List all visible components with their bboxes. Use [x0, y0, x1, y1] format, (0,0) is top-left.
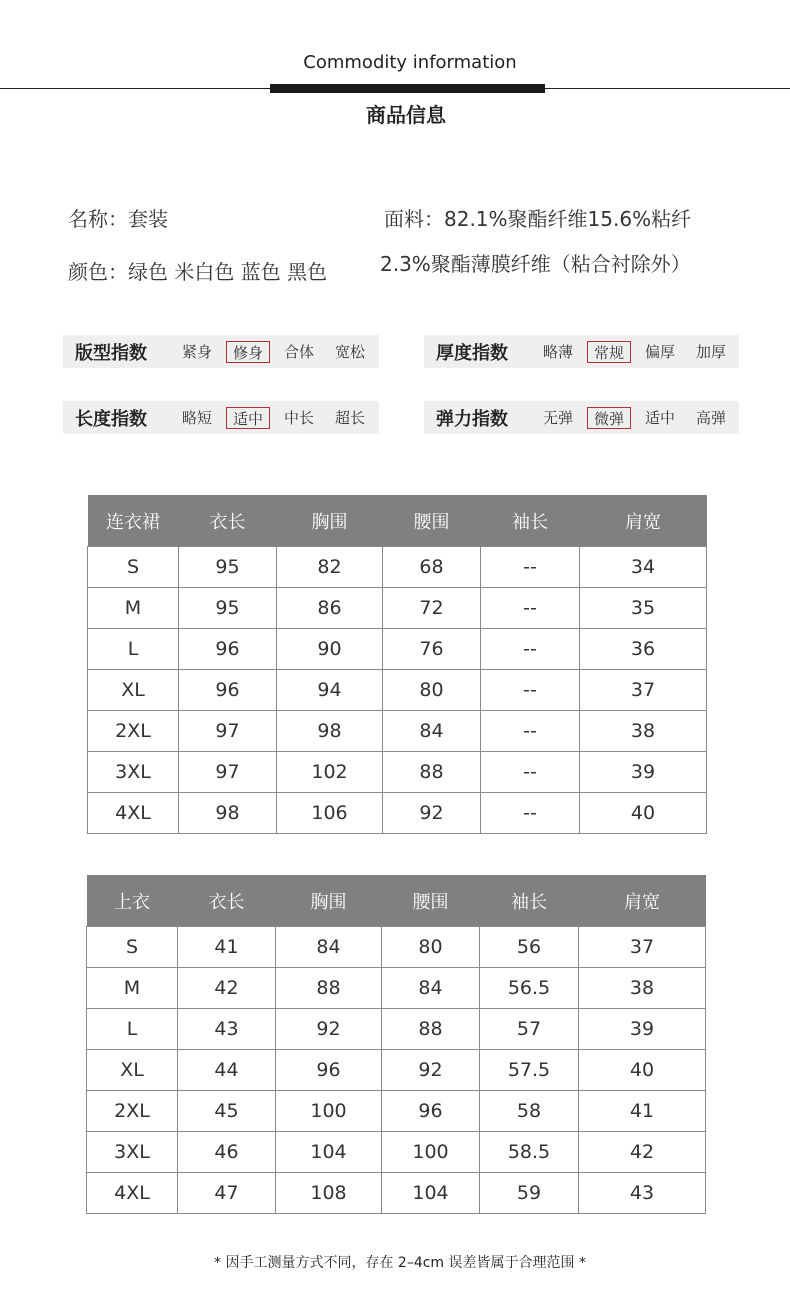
measure-cell: 39: [580, 752, 707, 793]
table-row: [88, 588, 707, 629]
size-cell: 2XL: [88, 711, 179, 752]
product-colors: 颜色：绿色 米白色 蓝色 黑色: [68, 260, 328, 284]
measure-cell: 39: [579, 1009, 706, 1050]
measure-cell: 88: [382, 1009, 480, 1050]
index-option: 略薄: [543, 343, 574, 361]
size-cell: 3XL: [87, 1132, 178, 1173]
measure-cell: 38: [580, 711, 707, 752]
measure-cell: 37: [579, 927, 706, 968]
header-cell: 胸围: [277, 495, 383, 547]
index-option: 紧身: [182, 343, 213, 361]
index-title: 长度指数: [75, 408, 147, 430]
index-option: 偏厚: [645, 343, 676, 361]
table-row: [87, 1132, 706, 1173]
measure-cell: 100: [276, 1091, 382, 1132]
table-header-row: [88, 495, 707, 547]
size-cell: 2XL: [87, 1091, 178, 1132]
measure-cell: 96: [276, 1050, 382, 1091]
measure-cell: 57: [480, 1009, 579, 1050]
index-option: 超长: [335, 409, 366, 427]
measure-cell: 95: [179, 588, 277, 629]
measure-cell: 100: [382, 1132, 480, 1173]
measure-cell: 40: [579, 1050, 706, 1091]
index-option-selected: 微弹: [587, 407, 631, 429]
table-row: [87, 1050, 706, 1091]
measure-cell: 92: [383, 793, 481, 834]
index-option-selected: 适中: [226, 407, 270, 429]
top-size-table: [86, 875, 706, 1214]
measure-cell: 43: [178, 1009, 276, 1050]
size-cell: L: [88, 629, 179, 670]
table-row: [88, 752, 707, 793]
index-option: 合体: [284, 343, 315, 361]
header-cell: 连衣裙: [88, 495, 179, 547]
header-accent-bar: [270, 84, 545, 93]
measure-cell: 44: [178, 1050, 276, 1091]
measure-cell: 42: [579, 1132, 706, 1173]
measure-cell: --: [481, 588, 580, 629]
header-cell: 肩宽: [580, 495, 707, 547]
index-thickness: [424, 335, 739, 368]
size-cell: L: [87, 1009, 178, 1050]
header-cell: 腰围: [382, 875, 480, 927]
table-row: [88, 711, 707, 752]
measure-cell: 37: [580, 670, 707, 711]
measure-cell: 97: [179, 711, 277, 752]
index-option: 略短: [182, 409, 213, 427]
index-option-selected: 修身: [226, 341, 270, 363]
measure-cell: 72: [383, 588, 481, 629]
fabric-line-2: 2.3%聚酯薄膜纤维（粘合衬除外）: [380, 252, 691, 276]
measure-cell: --: [481, 670, 580, 711]
header-cell: 衣长: [179, 495, 277, 547]
index-elasticity: [424, 401, 739, 434]
table-row: [87, 1173, 706, 1214]
measure-cell: 98: [179, 793, 277, 834]
index-option: 宽松: [335, 343, 366, 361]
header-cell: 袖长: [481, 495, 580, 547]
measure-cell: 76: [383, 629, 481, 670]
table-row: [88, 793, 707, 834]
measure-cell: 102: [277, 752, 383, 793]
measure-cell: 46: [178, 1132, 276, 1173]
measure-cell: 96: [382, 1091, 480, 1132]
index-option: 高弹: [696, 409, 727, 427]
header-cell: 肩宽: [579, 875, 706, 927]
measure-cell: 92: [382, 1050, 480, 1091]
measure-cell: 47: [178, 1173, 276, 1214]
measure-cell: 80: [382, 927, 480, 968]
table-row: [87, 968, 706, 1009]
measure-cell: 94: [277, 670, 383, 711]
measure-cell: 40: [580, 793, 707, 834]
measure-cell: 97: [179, 752, 277, 793]
index-option-selected: 常规: [587, 341, 631, 363]
table-row: [88, 629, 707, 670]
measure-cell: 34: [580, 547, 707, 588]
measure-cell: 41: [178, 927, 276, 968]
fabric-line-1: 面料：82.1%聚酯纤维15.6%粘纤: [384, 207, 692, 231]
size-cell: M: [88, 588, 179, 629]
measure-cell: 57.5: [480, 1050, 579, 1091]
table-row: [87, 1009, 706, 1050]
measure-cell: 68: [383, 547, 481, 588]
size-cell: XL: [87, 1050, 178, 1091]
product-name: 名称：套装: [68, 207, 168, 231]
measure-cell: 90: [277, 629, 383, 670]
size-cell: S: [87, 927, 178, 968]
measure-cell: 96: [179, 670, 277, 711]
measure-cell: 106: [277, 793, 383, 834]
index-fit: [63, 335, 379, 368]
table-row: [87, 1091, 706, 1132]
table-header-row: [87, 875, 706, 927]
size-cell: 4XL: [88, 793, 179, 834]
measure-cell: 84: [276, 927, 382, 968]
measure-cell: 95: [179, 547, 277, 588]
header-cell: 胸围: [276, 875, 382, 927]
index-title: 弹力指数: [436, 408, 508, 430]
size-cell: 3XL: [88, 752, 179, 793]
section-title-en: Commodity information: [303, 52, 517, 73]
size-cell: M: [87, 968, 178, 1009]
index-title: 厚度指数: [436, 342, 508, 364]
measure-cell: 58: [480, 1091, 579, 1132]
measure-cell: --: [481, 793, 580, 834]
section-title-cn: 商品信息: [366, 103, 446, 127]
measure-cell: 82: [277, 547, 383, 588]
measure-cell: 59: [480, 1173, 579, 1214]
index-title: 版型指数: [75, 342, 147, 364]
measurement-footnote: * 因手工测量方式不同，存在 2–4cm 误差皆属于合理范围 *: [214, 1255, 586, 1271]
measure-cell: --: [481, 629, 580, 670]
measure-cell: 56: [480, 927, 579, 968]
measure-cell: 42: [178, 968, 276, 1009]
header-cell: 上衣: [87, 875, 178, 927]
measure-cell: 104: [276, 1132, 382, 1173]
measure-cell: --: [481, 547, 580, 588]
header-cell: 衣长: [178, 875, 276, 927]
measure-cell: 36: [580, 629, 707, 670]
measure-cell: --: [481, 711, 580, 752]
measure-cell: 38: [579, 968, 706, 1009]
index-option: 适中: [645, 409, 676, 427]
index-length: [63, 401, 379, 434]
table-row: [88, 670, 707, 711]
measure-cell: --: [481, 752, 580, 793]
measure-cell: 84: [383, 711, 481, 752]
header-cell: 袖长: [480, 875, 579, 927]
measure-cell: 80: [383, 670, 481, 711]
measure-cell: 86: [277, 588, 383, 629]
size-cell: 4XL: [87, 1173, 178, 1214]
measure-cell: 58.5: [480, 1132, 579, 1173]
measure-cell: 108: [276, 1173, 382, 1214]
index-option: 加厚: [696, 343, 727, 361]
table-row: [88, 547, 707, 588]
measure-cell: 56.5: [480, 968, 579, 1009]
measure-cell: 84: [382, 968, 480, 1009]
measure-cell: 45: [178, 1091, 276, 1132]
measure-cell: 43: [579, 1173, 706, 1214]
measure-cell: 88: [383, 752, 481, 793]
size-cell: XL: [88, 670, 179, 711]
index-option: 无弹: [543, 409, 574, 427]
measure-cell: 92: [276, 1009, 382, 1050]
table-row: [87, 927, 706, 968]
measure-cell: 35: [580, 588, 707, 629]
measure-cell: 98: [277, 711, 383, 752]
measure-cell: 104: [382, 1173, 480, 1214]
index-option: 中长: [284, 409, 315, 427]
measure-cell: 96: [179, 629, 277, 670]
measure-cell: 88: [276, 968, 382, 1009]
size-cell: S: [88, 547, 179, 588]
dress-size-table: [87, 495, 707, 834]
header-cell: 腰围: [383, 495, 481, 547]
measure-cell: 41: [579, 1091, 706, 1132]
